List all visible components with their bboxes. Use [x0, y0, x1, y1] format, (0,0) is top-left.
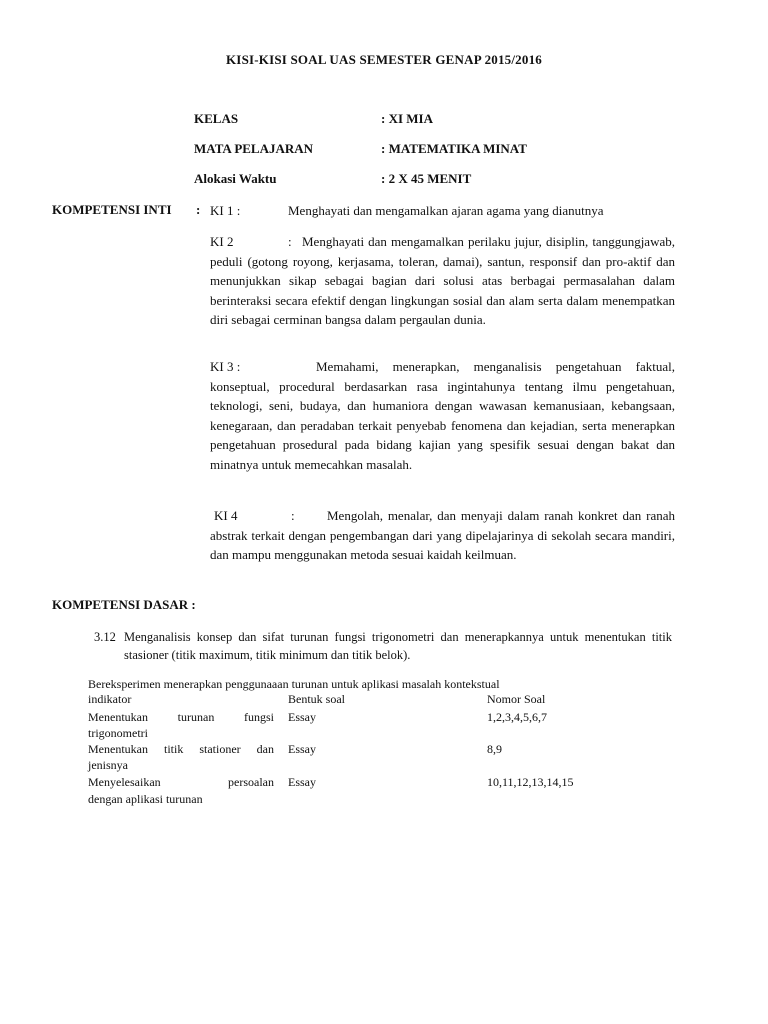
- row2-indikator-line1: Menentukan titik stationer dan: [88, 742, 274, 756]
- header-nomor-soal: Nomor Soal: [487, 692, 546, 706]
- kd-number: 3.12: [94, 630, 116, 644]
- meta-label-alokasi-waktu: Alokasi Waktu: [194, 171, 277, 186]
- row1-bentuk: Essay: [288, 710, 316, 724]
- header-indikator: indikator: [88, 692, 132, 706]
- ki2-label: KI 2: [210, 234, 234, 249]
- header-bentuk-soal: Bentuk soal: [288, 692, 345, 706]
- ki1-label: KI 1 :: [210, 203, 241, 218]
- ki4-block: [210, 506, 675, 565]
- ki2-block: [210, 232, 675, 330]
- meta-label-mata-pelajaran: MATA PELAJARAN: [194, 141, 314, 156]
- ki4-text: Mengolah, menalar, dan menyaji dalam ranah konkret dan ranah abstrak terkait dengan pengembangan dari yang dipelajarinya di sekolah secara mandiri, dan mampu menggunakan metoda sesuai kaidah keilmuan.: [210, 508, 675, 562]
- row1-nomor: 1,2,3,4,5,6,7: [487, 710, 547, 724]
- ki3-label: KI 3 :: [210, 359, 241, 374]
- ki3-text: Memahami, menerapkan, menganalisis pengetahuan faktual, konseptual, procedural berdasarkan rasa ingintahunya tentang ilmu pengetahuan, teknologi, seni, budaya, dan humaniora dengan wawasan kemanusiaan, kebangsaan, kenegaraan, dan peradaban terkait penyebab fenomena dan kejadian, serta menerapkan pengetahuan prosedural pada bidang kajian yang spesifik sesuai dengan bakat dan minatnya untuk memecahkan masalah.: [210, 359, 675, 472]
- kompetensi-inti-colon: :: [196, 202, 201, 217]
- meta-value-alokasi-waktu: : 2 X 45 MENIT: [381, 171, 472, 186]
- meta-value-mata-pelajaran: : MATEMATIKA MINAT: [381, 141, 527, 156]
- ki1-text: Menghayati dan mengamalkan ajaran agama yang dianutnya: [288, 203, 604, 218]
- meta-value-kelas: : XI MIA: [381, 111, 433, 126]
- meta-label-kelas: KELAS: [194, 111, 239, 126]
- ki3-block: [210, 357, 675, 474]
- row3-indikator-line1: Menyelesaikan persoalan: [88, 775, 274, 789]
- ki2-text: Menghayati dan mengamalkan perilaku jujur, disiplin, tanggungjawab, peduli (gotong royong, kerjasama, toleran, damai), santun, responsif dan pro-aktif dan menunjukkan sikap sebagai bagian dari solusi atas berbagai permasalahan dalam berinteraksi secara efektif dengan lingkungan sosial dan alam serta dalam menempatkan diri sebagai cerminan bangsa dalam pergaulan dunia.: [210, 234, 675, 327]
- kd-text: Menganalisis konsep dan sifat turunan fungsi trigonometri dan menerapkannya untuk menentukan titik stasioner (titik maximum, titik minimum dan titik belok).: [124, 630, 672, 662]
- row3-nomor: 10,11,12,13,14,15: [487, 775, 574, 789]
- row3-bentuk: Essay: [288, 775, 316, 789]
- indikator-intro: Bereksperimen menerapkan penggunaaan turunan untuk aplikasi masalah kontekstual: [88, 677, 500, 691]
- ki4-separator: :: [291, 508, 295, 523]
- row1-indikator-line1: Menentukan turunan fungsi: [88, 710, 274, 724]
- ki2-separator: :: [288, 234, 292, 249]
- kompetensi-dasar-heading: KOMPETENSI DASAR :: [52, 597, 196, 612]
- kompetensi-inti-heading: KOMPETENSI INTI: [52, 202, 172, 217]
- row1-indikator-line2: trigonometri: [88, 726, 148, 740]
- page-title: KISI-KISI SOAL UAS SEMESTER GENAP 2015/2016: [226, 52, 542, 67]
- ki4-label: KI 4: [214, 508, 238, 523]
- row2-bentuk: Essay: [288, 742, 316, 756]
- row2-indikator-line2: jenisnya: [88, 758, 128, 772]
- row3-indikator-line2: dengan aplikasi turunan: [88, 792, 203, 806]
- row2-nomor: 8,9: [487, 742, 502, 756]
